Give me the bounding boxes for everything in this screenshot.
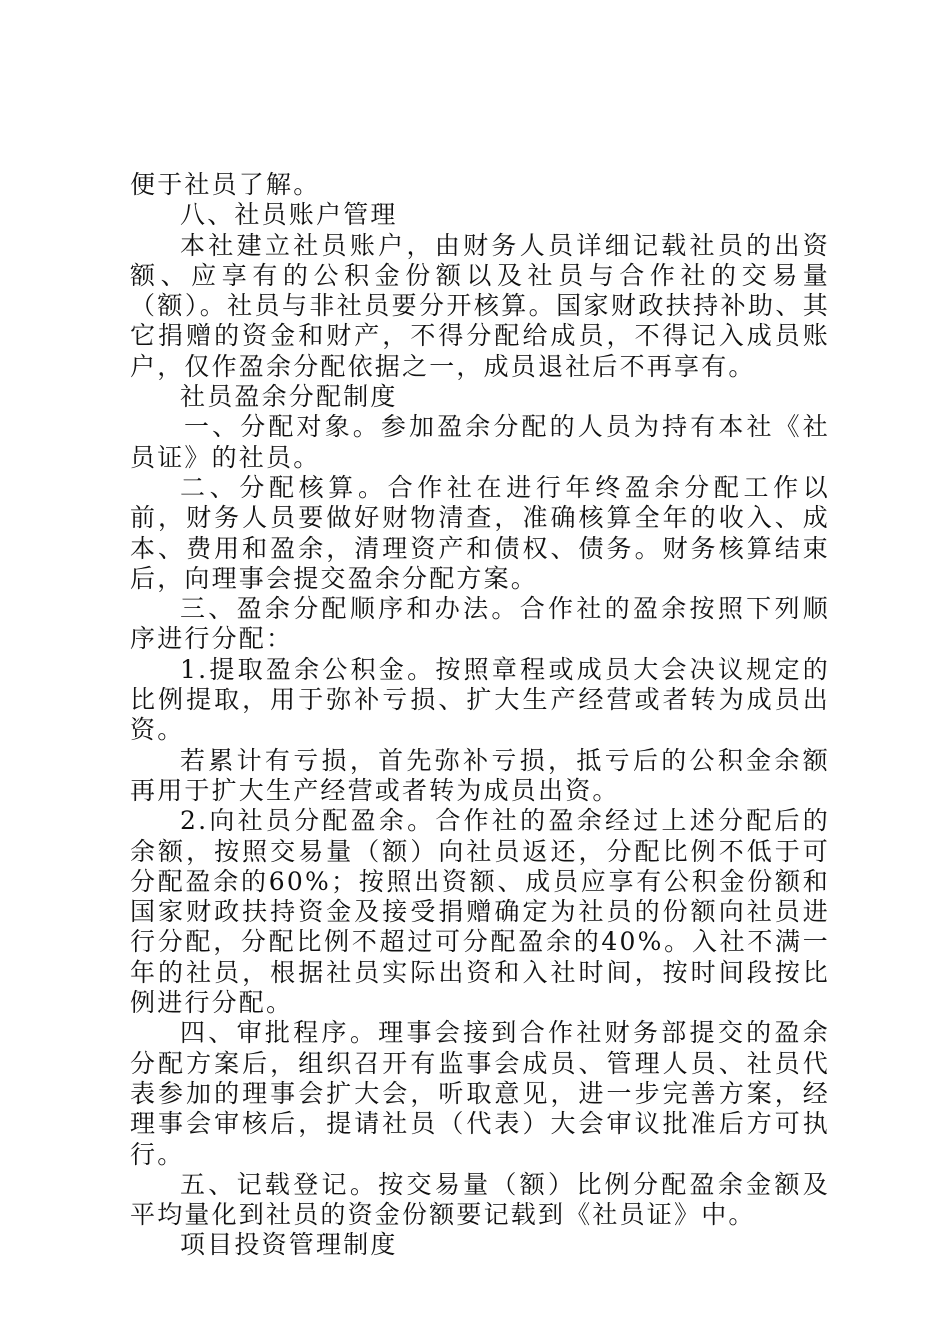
section-heading-surplus-distribution: 社员盈余分配制度 — [180, 382, 398, 412]
paragraph-continuation: 便于社员了解。 — [130, 170, 321, 199]
paragraph-record-registration: 五、记载登记。按交易量（额）比例分配盈余金额及平均量化到社员的资金份额要记载到《社员证》中。 — [130, 1169, 830, 1230]
paragraph-distribution-object: 一、分配对象。参加盈余分配的人员为持有本社《社员证》的社员。 — [130, 412, 830, 472]
section-heading-member-accounts: 八、社员账户管理 — [180, 200, 398, 230]
paragraph-distribution-accounting: 二、分配核算。合作社在进行年终盈余分配工作以前，财务人员要做好财物清查，准确核算全年的收入、成本、费用和盈余，清理资产和债权、债务。财务核算结束后，向理事会提交盈余分配方案。 — [130, 472, 830, 593]
paragraph-member-accounts: 本社建立社员账户，由财务人员详细记载社员的出资额、应享有的公积金份额以及社员与合作社的交易量（额）。社员与非社员要分开核算。国家财政扶持补助、其它捐赠的资金和财产，不得分配给成员，不得记入成员账户，仅作盈余分配依据之一，成员退社后不再享有。 — [130, 230, 830, 381]
paragraph-reserve-fund: 1.提取盈余公积金。按照章程或成员大会决议规定的比例提取，用于弥补亏损、扩大生产经营或者转为成员出资。 — [130, 654, 830, 745]
paragraph-member-surplus: 2.向社员分配盈余。合作社的盈余经过上述分配后的余额，按照交易量（额）向社员返还，分配比例不低于可分配盈余的60%；按照出资额、成员应享有公积金份额和国家财政扶持资金及接受捐赠确定为社员的份额向社员进行分配，分配比例不超过可分配盈余的40%。入社不满一年的社员，根据社员实际出资和入社时间，按时间段按比例进行分配。 — [130, 806, 830, 1018]
paragraph-loss-offset: 若累计有亏损，首先弥补亏损，抵亏后的公积金余额再用于扩大生产经营或者转为成员出资。 — [130, 745, 830, 805]
document-page — [130, 170, 830, 1261]
section-heading-project-investment: 项目投资管理制度 — [180, 1230, 398, 1260]
paragraph-approval-procedure: 四、审批程序。理事会接到合作社财务部提交的盈余分配方案后，组织召开有监事会成员、管理人员、社员代表参加的理事会扩大会，听取意见，进一步完善方案，经理事会审核后，提请社员（代表）大会审议批准后方可执行。 — [130, 1018, 830, 1169]
paragraph-distribution-order: 三、盈余分配顺序和办法。合作社的盈余按照下列顺序进行分配： — [130, 594, 830, 654]
